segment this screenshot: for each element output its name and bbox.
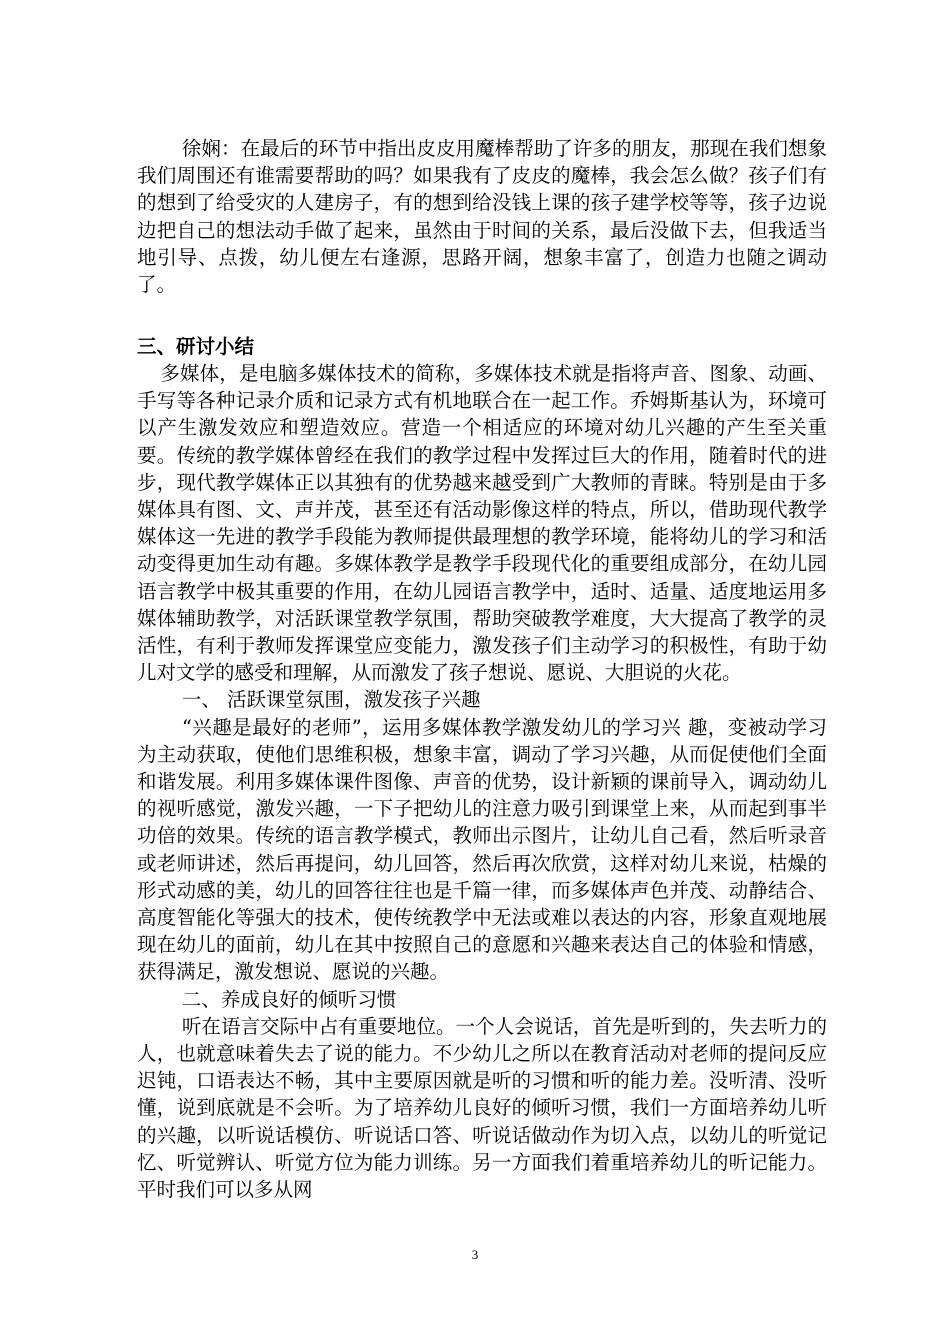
paragraph-1: “兴趣是最好的老师”，运用多媒体教学激发幼儿的学习兴 趣，变被动学习为主动获取，使他们思维积极，想象丰富，调动了学习兴趣，从而促使他们全面和谐发展。利用多媒体课件图像、声音的优势，设计新颖的课前导入，调动幼儿的视听感觉，激发兴趣，一下子把幼儿的注意力吸引到课堂上来，从而起到事半功倍的效果。传统的语言教学模式，教师出示图片，让幼儿自己看，然后听录音或老师讲述，然后再提问，幼儿回答，然后再次欣赏，这样对幼儿来说，枯燥的形式动感的美，幼儿的回答往往也是千篇一律，而多媒体声色并茂、动静结合、高度智能化等强大的技术，使传统教学中无法或难以表达的内容，形象直观地展现在幼儿的面前，幼儿在其中按照自己的意愿和兴趣来表达自己的体验和情感，获得满足，激发想说、愿说的兴趣。 [137,715,827,984]
subheading-1: 一、 活跃课堂氛围，激发孩子兴趣 [181,688,481,712]
subheading-2: 二、养成良好的倾听习惯 [181,987,397,1011]
paragraph-intro: 多媒体，是电脑多媒体技术的简称，多媒体技术就是指将声音、图象、动画、手写等各种记录介质和记录方式有机地联合在一起工作。乔姆斯基认为，环境可以产生激发效应和塑造效应。营造一个相适应的环境对幼儿兴趣的产生至关重要。传统的教学媒体曾经在我们的教学过程中发挥过巨大的作用，随着时代的进步，现代教学媒体正以其独有的优势越来越受到广大教师的青睐。特别是由于多媒体具有图、文、声并茂，甚至还有活动影像这样的特点，所以，借助现代教学媒体这一先进的教学手段能为教师提供最理想的教学环境，能将幼儿的学习和活动变得更加生动有趣。多媒体教学是教学手段现代化的重要组成部分，在幼儿园语言教学中极其重要的作用，在幼儿园语言教学中，适时、适量、适度地运用多媒体辅助教学，对活跃课堂教学氛围，帮助突破教学难度，大大提高了教学的灵活性，有利于教师发挥课堂应变能力，激发孩子们主动学习的积极性，有助于幼儿对文学的感受和理解，从而激发了孩子想说、愿说、大胆说的火花。 [137,362,827,685]
paragraph-top: 徐娴：在最后的环节中指出皮皮用魔棒帮助了许多的朋友，那现在我们想象我们周围还有谁需要帮助的吗？如果我有了皮皮的魔棒，我会怎么做？孩子们有的想到了给受灾的人建房子，有的想到给没钱上课的孩子建学校等等，孩子边说边把自己的想法动手做了起来，虽然由于时间的关系，最后没做下去，但我适当地引导、点拨，幼儿便左右逢源，思路开阔，想象丰富了，创造力也随之调动了。 [137,137,827,297]
top-text-block [137,135,827,298]
page-number: 3 [471,1247,479,1262]
paragraph-2: 听在语言交际中占有重要地位。一个人会说话，首先是听到的，失去听力的人，也就意味着失去了说的能力。不少幼儿之所以在教育活动对老师的提问反应迟钝，口语表达不畅，其中主要原因就是听的习惯和听的能力差。没听清、没听懂，说到底就是不会听。为了培养幼儿良好的倾听习惯，我们一方面培养幼儿听的兴趣，以听说话模仿、听说话口答、听说话做动作为切入点，以幼儿的听觉记忆、听觉辨认、听觉方位为能力训练。另一方面我们着重培养幼儿的听记能力。平时我们可以多从网 [137,1014,827,1202]
main-text-block [137,360,827,1203]
section-heading: 三、研讨小结 [137,335,255,358]
